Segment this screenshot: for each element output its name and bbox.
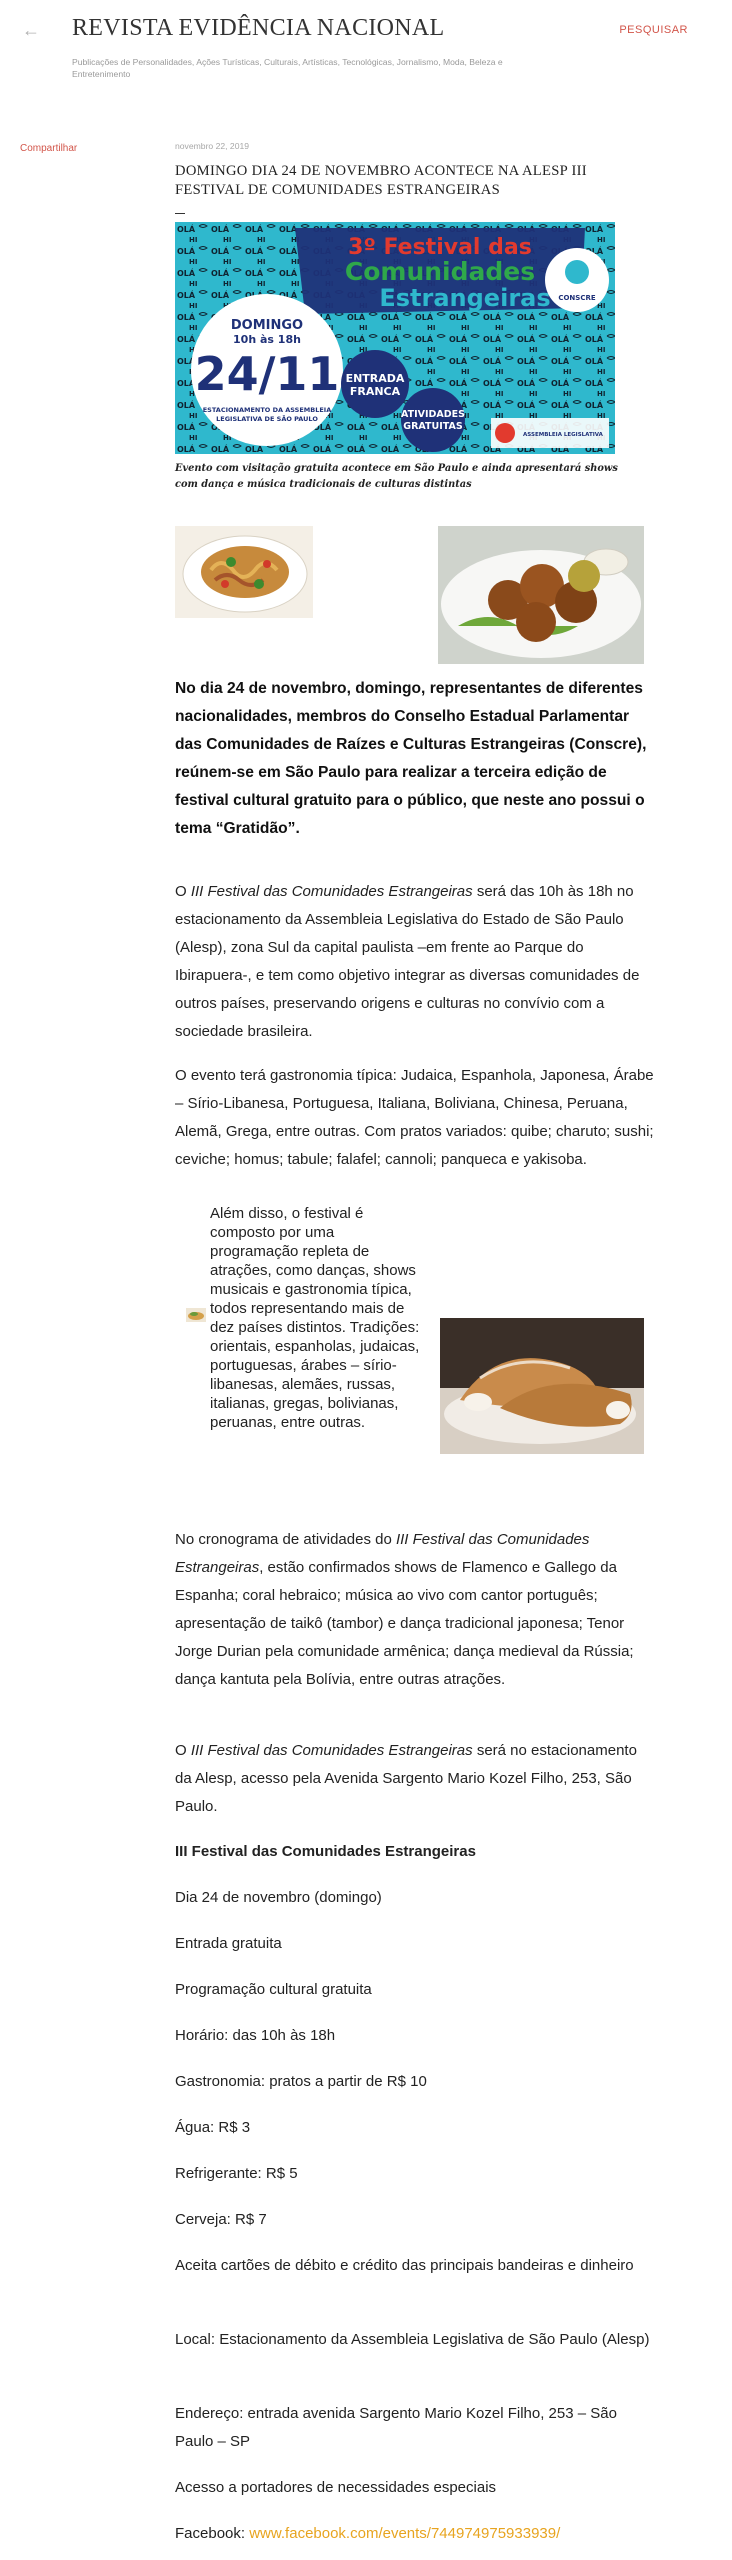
festival-name-emphasis: III Festival das Comunidades Estrangeiras [190, 883, 473, 900]
festival-name-emphasis-2: III Festival das Comunidades Estrangeiras [175, 1531, 590, 1576]
cannoli-graphic [440, 1318, 644, 1454]
paragraph-location: O III Festival das Comunidades Estrangeiras será no estacionamento da Alesp, acesso pela Avenida Sargento Mario Kozel Filho, 253, São Paulo. [175, 1742, 637, 1815]
info-date: Dia 24 de novembro (domingo) [175, 1889, 382, 1906]
info-accessibility: Acesso a portadores de necessidades especiais [175, 2479, 497, 2496]
info-hours: Horário: das 10h às 18h [175, 2027, 336, 2044]
paragraph-attractions: Além disso, o festival é composto por uma programação repleta de atrações, como danças, shows musicais e gastronomia típica, todos representando mais de dez países distintos. Tradições: orientais, espanholas, judaicas, portuguesas, árabes – sírio-libanesas, alemães, russas, italianas, gregas, bolivianas, peruanas, entre outras. [210, 1205, 420, 1431]
info-title: III Festival das Comunidades Estrangeiras [175, 1843, 476, 1860]
noodles-photo[interactable] [175, 526, 313, 618]
falafel-photo[interactable] [438, 526, 644, 664]
festival-banner-image[interactable] [175, 222, 615, 454]
festival-name-emphasis-3: III Festival das Comunidades Estrangeiras [190, 1742, 473, 1759]
info-program: Programação cultural gratuita [175, 1981, 372, 1998]
info-soda: Refrigerante: R$ 5 [175, 2165, 298, 2182]
post-title: DOMINGO DIA 24 DE NOVEMBRO ACONTECE NA ALESP III FESTIVAL DE COMUNIDADES ESTRANGEIRAS [175, 163, 587, 198]
banner-alesp-label: ASSEMBLEIA LEGISLATIVA [523, 432, 603, 438]
banner-entry-2: FRANCA [349, 385, 401, 398]
falafel-graphic [438, 526, 644, 664]
title-divider [175, 213, 185, 214]
festival-banner-graphic [175, 222, 615, 454]
banner-place-2: LEGISLATIVA DE SÃO PAULO [216, 415, 318, 423]
banner-place-1: ESTACIONAMENTO DA ASSEMBLEIA [202, 406, 332, 414]
blog-title[interactable]: REVISTA EVIDÊNCIA NACIONAL [72, 15, 445, 41]
share-button[interactable]: Compartilhar [20, 143, 78, 154]
info-entry: Entrada gratuita [175, 1935, 282, 1952]
paragraph-schedule: No cronograma de atividades do III Festival das Comunidades Estrangeiras, estão confirmados shows de Flamenco e Gallego da Espanha; coral hebraico; música ao vivo com cantor português; apresentação de taikô (tambor) e dança tradicional japonesa; Tenor Jorge Durian pela comunidade armênica; dança medieval da Rússia; dança kantuta pela Bolívia, entre outras atrações. [175, 1531, 634, 1688]
cannoli-photo[interactable] [440, 1318, 644, 1454]
banner-date: 24/11 [194, 347, 340, 401]
banner-activities-1: ATIVIDADES [401, 409, 465, 420]
banner-line1: 3º Festival das [348, 235, 532, 260]
banner-line3: Estrangeiras [379, 284, 551, 312]
banner-activities-2: GRATUITAS [403, 421, 463, 432]
paragraph-intro: O III Festival das Comunidades Estrangeiras será das 10h às 18h no estacionamento da Assembleia Legislativa do Estado de São Paulo (Alesp), zona Sul da capital paulista –em frente ao Parque do Ibirapuera-, e tem como objetivo integrar as diversas comunidades de outros países, preservando origens e culturas no convívio com a sociedade brasileira. [175, 883, 640, 1040]
small-food-photo[interactable] [186, 1308, 206, 1322]
info-gastronomy: Gastronomia: pratos a partir de R$ 10 [175, 2073, 427, 2090]
noodles-graphic [175, 526, 313, 618]
lead-paragraph: No dia 24 de novembro, domingo, representantes de diferentes nacionalidades, membros do Conselho Estadual Parlamentar das Comunidades de Raízes e Culturas Estrangeiras (Conscre), reúnem-se em São Paulo para realizar a terceira edição de festival cultural gratuito para o público, que neste ano possui o tema “Gratidão”. [175, 680, 647, 837]
back-arrow-icon[interactable]: ← [22, 20, 40, 40]
info-beer: Cerveja: R$ 7 [175, 2211, 267, 2228]
banner-entry-1: ENTRADA [345, 372, 405, 385]
search-button[interactable]: PESQUISAR [619, 24, 688, 36]
info-local: Local: Estacionamento da Assembleia Legislativa de São Paulo (Alesp) [175, 2331, 650, 2348]
blog-description: Publicações de Personalidades, Ações Turísticas, Culturais, Artísticas, Tecnológicas, Jornalismo, Moda, Beleza e Entretenimento [72, 57, 503, 79]
info-address: Endereço: entrada avenida Sargento Mario Kozel Filho, 253 – São Paulo – SP [175, 2405, 617, 2450]
paragraph-gastronomy: O evento terá gastronomia típica: Judaica, Espanhola, Japonesa, Árabe – Sírio-Libanesa, Portuguesa, Italiana, Boliviana, Chinesa, Peruana, Alemã, Grega, entre outras. Com pratos variados: quibe; charuto; sushi; ceviche; homus; tabule; falafel; cannoli; panqueca e yakisoba. [175, 1067, 654, 1168]
banner-logo-label: CONSCRE [558, 294, 596, 302]
banner-caption: Evento com visitação gratuita acontece em São Paulo e ainda apresentará shows com dança e música tradicionais de culturas distintas [175, 463, 618, 490]
banner-line2: Comunidades [344, 257, 536, 286]
banner-day: DOMINGO [230, 318, 304, 333]
info-facebook: Facebook: www.facebook.com/events/744974975933939/ [175, 2525, 561, 2542]
banner-time: 10h às 18h [233, 333, 301, 346]
small-food-graphic [186, 1308, 206, 1322]
post-date[interactable]: novembro 22, 2019 [175, 141, 250, 151]
facebook-event-link[interactable]: www.facebook.com/events/744974975933939/ [249, 2525, 561, 2542]
info-payment: Aceita cartões de débito e crédito das principais bandeiras e dinheiro [175, 2257, 634, 2274]
info-water: Água: R$ 3 [175, 2119, 251, 2136]
